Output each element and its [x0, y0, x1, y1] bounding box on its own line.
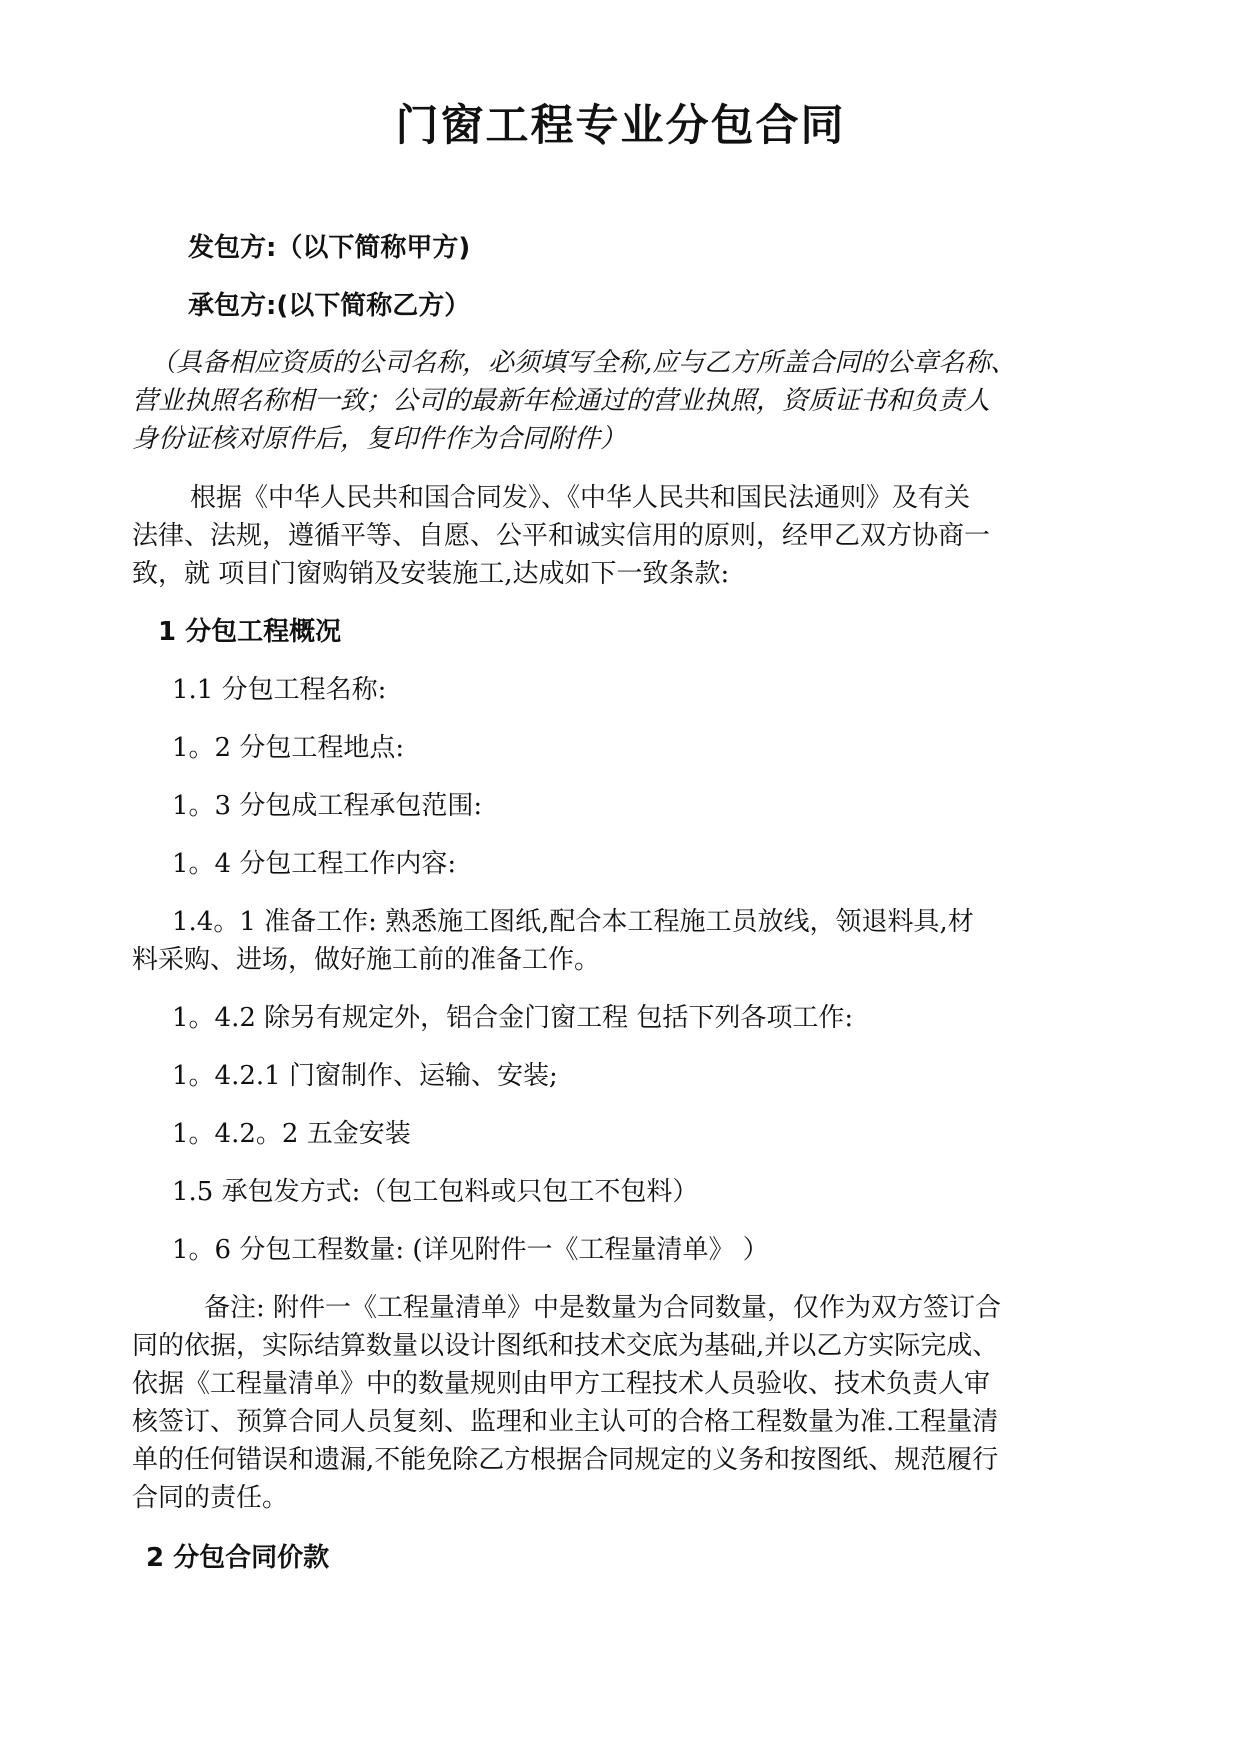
remark-line-4: 核签订、预算合同人员复刻、监理和业主认可的合格工程数量为准.工程量清: [132, 1407, 999, 1437]
section-2-heading: 2 分包合同价款: [146, 1543, 330, 1573]
intro-line-3: 致，就 项目门窗购销及安装施工,达成如下一致条款:: [132, 559, 730, 589]
item-1-1: 1.1 分包工程名称:: [172, 675, 387, 705]
item-1-3: 1。3 分包成工程承包范围:: [172, 791, 483, 821]
note-line-3: 身份证核对原件后，复印件作为合同附件）: [132, 424, 627, 454]
remark-line-1: 备注: 附件一《工程量清单》中是数量为合同数量，仅作为双方签订合: [204, 1293, 1002, 1323]
item-1-6: 1。6 分包工程数量: (详见附件一《工程量清单》 ）: [172, 1235, 769, 1265]
item-1-5: 1.5 承包发方式:（包工包料或只包工不包料）: [172, 1177, 699, 1207]
item-1-4: 1。4 分包工程工作内容:: [172, 849, 457, 879]
intro-line-2: 法律、法规，遵循平等、自愿、公平和诚实信用的原则，经甲乙双方协商一: [132, 521, 991, 551]
item-1-4-1-line-2: 料采购、进场，做好施工前的准备工作。: [132, 945, 601, 975]
item-1-4-2-2: 1。4.2。2 五金安装: [172, 1119, 411, 1149]
item-1-4-2-1: 1。4.2.1 门窗制作、运输、安装;: [172, 1061, 558, 1091]
item-1-2: 1。2 分包工程地点:: [172, 733, 405, 763]
item-1-4-1-line-1: 1.4。1 准备工作: 熟悉施工图纸,配合本工程施工员放线，领退料具,材: [172, 907, 974, 937]
party-a-line: 发包方:（以下简称甲方): [188, 233, 471, 263]
remark-line-3: 依据《工程量清单》中的数量规则由甲方工程技术人员验收、技术负责人审: [132, 1369, 991, 1399]
item-1-4-2: 1。4.2 除另有规定外，铝合金门窗工程 包括下列各项工作:: [172, 1003, 854, 1033]
remark-line-5: 单的任何错误和遗漏,不能免除乙方根据合同规定的义务和按图纸、规范履行: [132, 1445, 999, 1475]
note-line-2: 营业执照名称相一致；公司的最新年检通过的营业执照，资质证书和负责人: [132, 386, 991, 416]
party-b-line: 承包方:(以下简称乙方）: [188, 291, 471, 321]
document-title: 门窗工程专业分包合同: [395, 101, 846, 151]
section-1-heading: 1 分包工程概况: [158, 617, 342, 647]
remark-line-6: 合同的责任。: [132, 1483, 289, 1513]
note-line-1: （具备相应资质的公司名称，必须填写全称,应与乙方所盖合同的公章名称、: [150, 348, 1017, 378]
intro-line-1: 根据《中华人民共和国合同发》、《中华人民共和国民法通则》及有关: [190, 483, 971, 513]
remark-line-2: 同的依据，实际结算数量以设计图纸和技术交底为基础,并以乙方实际完成、: [132, 1331, 999, 1361]
